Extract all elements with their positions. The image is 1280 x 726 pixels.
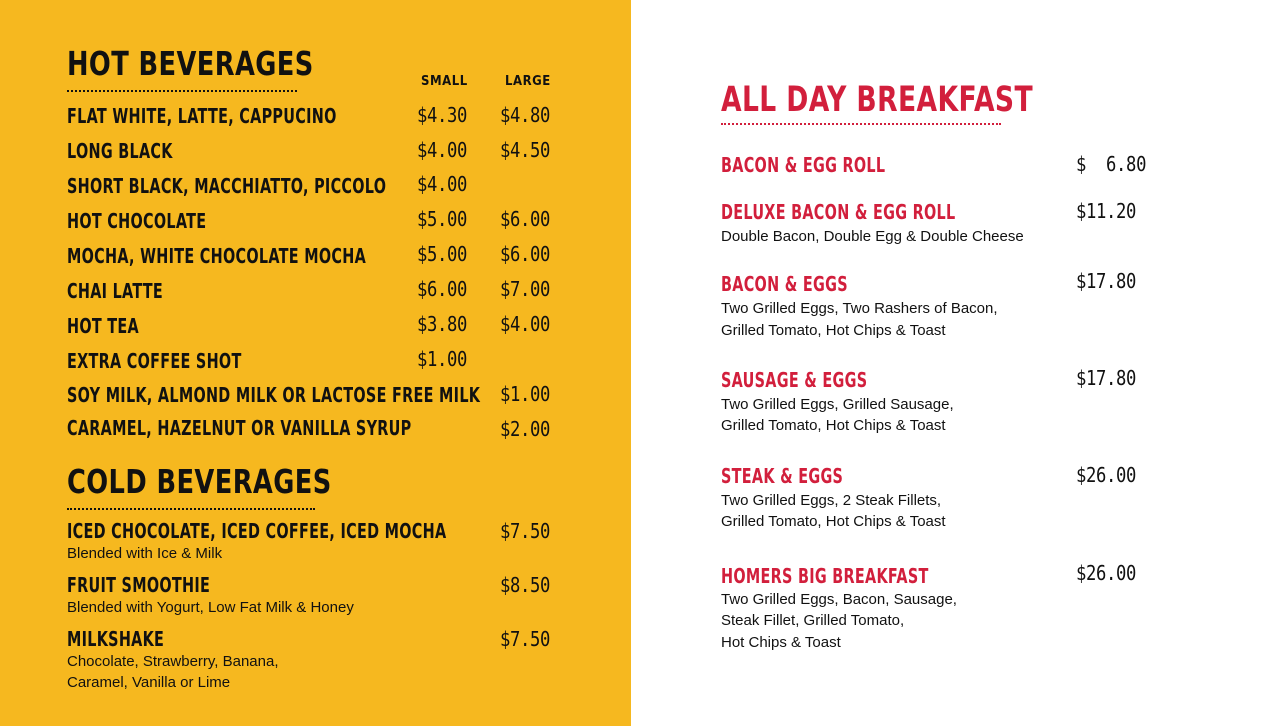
cold-item-description: Blended with Yogurt, Low Fat Milk & Honey <box>67 599 354 616</box>
hot-item-name: CHAI LATTE <box>67 279 164 303</box>
cold-item-name: ICED CHOCOLATE, ICED COFFEE, ICED MOCHA <box>67 519 447 543</box>
hot-item-name: LONG BLACK <box>67 139 173 163</box>
breakfast-item-name: BACON & EGGS <box>721 272 848 296</box>
hot-item-large-price: $2.00 <box>500 417 551 441</box>
breakfast-item-name: STEAK & EGGS <box>721 464 844 488</box>
breakfast-item-price: $26.00 <box>1076 463 1137 487</box>
cold-item-name: MILKSHAKE <box>67 627 165 651</box>
breakfast-item-description: Two Grilled Eggs, Bacon, Sausage, <box>721 591 957 608</box>
hot-item-small-price: $4.00 <box>417 172 468 196</box>
hot-item-small-price: $5.00 <box>417 242 468 266</box>
breakfast-divider <box>721 123 1001 125</box>
breakfast-item-description: Two Grilled Eggs, 2 Steak Fillets, <box>721 492 942 509</box>
breakfast-item-description: Grilled Tomato, Hot Chips & Toast <box>721 322 946 339</box>
breakfast-item-name: DELUXE BACON & EGG ROLL <box>721 200 956 224</box>
breakfast-item-name: HOMERS BIG BREAKFAST <box>721 564 929 588</box>
hot-item-small-price: $1.00 <box>417 347 468 371</box>
cold-item-price: $8.50 <box>500 573 551 597</box>
breakfast-item-description: Two Grilled Eggs, Grilled Sausage, <box>721 396 954 413</box>
cold-beverages-divider <box>67 508 315 510</box>
cold-item-name: FRUIT SMOOTHIE <box>67 573 211 597</box>
breakfast-item-description: Hot Chips & Toast <box>721 634 841 651</box>
breakfast-item-price: $17.80 <box>1076 269 1137 293</box>
hot-item-small-price: $4.30 <box>417 103 468 127</box>
breakfast-item-price: $11.20 <box>1076 199 1137 223</box>
hot-item-name: CARAMEL, HAZELNUT OR VANILLA SYRUP <box>67 416 412 440</box>
large-column-header: LARGE <box>505 74 551 89</box>
hot-item-name: MOCHA, WHITE CHOCOLATE MOCHA <box>67 244 367 268</box>
breakfast-item-price: $26.00 <box>1076 561 1137 585</box>
hot-beverages-divider <box>67 90 297 92</box>
small-column-header: SMALL <box>421 74 468 89</box>
hot-item-small-price: $4.00 <box>417 138 468 162</box>
breakfast-item-price: $17.80 <box>1076 366 1137 390</box>
cold-item-description: Caramel, Vanilla or Lime <box>67 674 231 691</box>
hot-item-small-price: $3.80 <box>417 312 468 336</box>
breakfast-item-description: Two Grilled Eggs, Two Rashers of Bacon, <box>721 300 998 317</box>
beverages-panel <box>0 0 631 726</box>
hot-item-large-price: $7.00 <box>500 277 551 301</box>
hot-item-name: HOT TEA <box>67 314 139 338</box>
breakfast-item-description: Grilled Tomato, Hot Chips & Toast <box>721 513 946 530</box>
cold-item-price: $7.50 <box>500 519 551 543</box>
hot-item-small-price: $6.00 <box>417 277 468 301</box>
hot-beverages-title: HOT BEVERAGES <box>67 44 314 83</box>
hot-item-large-price: $1.00 <box>500 382 551 406</box>
cold-item-price: $7.50 <box>500 627 551 651</box>
breakfast-item-description: Steak Fillet, Grilled Tomato, <box>721 612 905 629</box>
hot-item-name: SHORT BLACK, MACCHIATTO, PICCOLO <box>67 174 387 198</box>
breakfast-item-price: $ 6.80 <box>1076 152 1147 176</box>
breakfast-panel <box>631 0 1280 726</box>
cold-item-description: Chocolate, Strawberry, Banana, <box>67 653 279 670</box>
hot-item-small-price: $5.00 <box>417 207 468 231</box>
breakfast-item-name: BACON & EGG ROLL <box>721 153 886 177</box>
hot-item-large-price: $4.00 <box>500 312 551 336</box>
breakfast-item-name: SAUSAGE & EGGS <box>721 368 868 392</box>
hot-item-name: FLAT WHITE, LATTE, CAPPUCINO <box>67 104 337 128</box>
hot-item-large-price: $4.80 <box>500 103 551 127</box>
breakfast-item-description: Double Bacon, Double Egg & Double Cheese <box>721 228 1024 245</box>
breakfast-item-description: Grilled Tomato, Hot Chips & Toast <box>721 417 946 434</box>
cold-item-description: Blended with Ice & Milk <box>67 545 223 562</box>
hot-item-large-price: $4.50 <box>500 138 551 162</box>
hot-item-large-price: $6.00 <box>500 242 551 266</box>
cold-beverages-title: COLD BEVERAGES <box>67 462 332 501</box>
breakfast-title: ALL DAY BREAKFAST <box>721 80 1033 120</box>
hot-item-name: HOT CHOCOLATE <box>67 209 207 233</box>
hot-item-name: EXTRA COFFEE SHOT <box>67 349 242 373</box>
hot-item-large-price: $6.00 <box>500 207 551 231</box>
hot-item-name: SOY MILK, ALMOND MILK OR LACTOSE FREE MILK <box>67 383 481 407</box>
